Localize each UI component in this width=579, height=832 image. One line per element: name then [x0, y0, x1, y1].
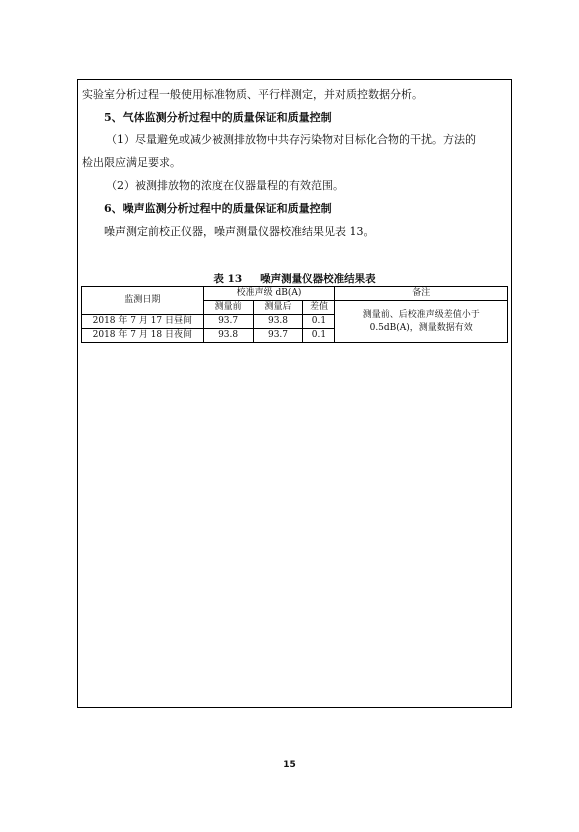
page-number: 15	[283, 760, 296, 770]
table-title: 噪声测量仪器校准结果表	[260, 273, 376, 285]
header-after: 测量后	[253, 301, 303, 315]
header-before: 测量前	[203, 301, 253, 315]
row-diff: 0.1	[303, 315, 335, 329]
content-frame	[77, 79, 512, 708]
paragraph-gas-item1-cont: 检出限应满足要求。	[82, 156, 181, 169]
heading-noise-qc: 6、噪声监测分析过程中的质量保证和质量控制	[104, 202, 332, 215]
paragraph-gas-item2: （2）被测排放物的浓度在仪器量程的有效范围。	[106, 179, 344, 192]
calibration-table	[81, 286, 508, 343]
row-date: 2018 年 7 月 18 日夜间	[82, 329, 204, 343]
table-caption	[78, 271, 511, 286]
header-level-group: 校准声级 dB(A)	[203, 287, 335, 301]
table-header-row	[82, 287, 508, 301]
header-remark: 备注	[335, 287, 508, 301]
heading-gas-qc: 5、气体监测分析过程中的质量保证和质量控制	[104, 111, 332, 124]
remark-line-1: 测量前、后校准声级差值小于	[362, 309, 480, 320]
remark-line-2: 0.5dB(A)，测量数据有效	[369, 322, 473, 333]
row-after: 93.8	[253, 315, 303, 329]
header-diff: 差值	[303, 301, 335, 315]
table-number: 表 13	[213, 273, 243, 285]
row-before: 93.7	[203, 315, 253, 329]
paragraph-noise: 噪声测定前校正仪器，噪声测量仪器校准结果见表 13。	[104, 225, 375, 238]
row-date: 2018 年 7 月 17 日昼间	[82, 315, 204, 329]
header-date: 监测日期	[82, 287, 204, 315]
row-diff: 0.1	[303, 329, 335, 343]
paragraph-qc-lab: 实验室分析过程一般使用标准物质、平行样测定，并对质控数据分析。	[82, 88, 423, 101]
row-after: 93.7	[253, 329, 303, 343]
remark-cell	[335, 301, 508, 343]
paragraph-gas-item1: （1）尽量避免或减少被测排放物中共存污染物对目标化合物的干扰。方法的	[106, 133, 476, 146]
row-before: 93.8	[203, 329, 253, 343]
